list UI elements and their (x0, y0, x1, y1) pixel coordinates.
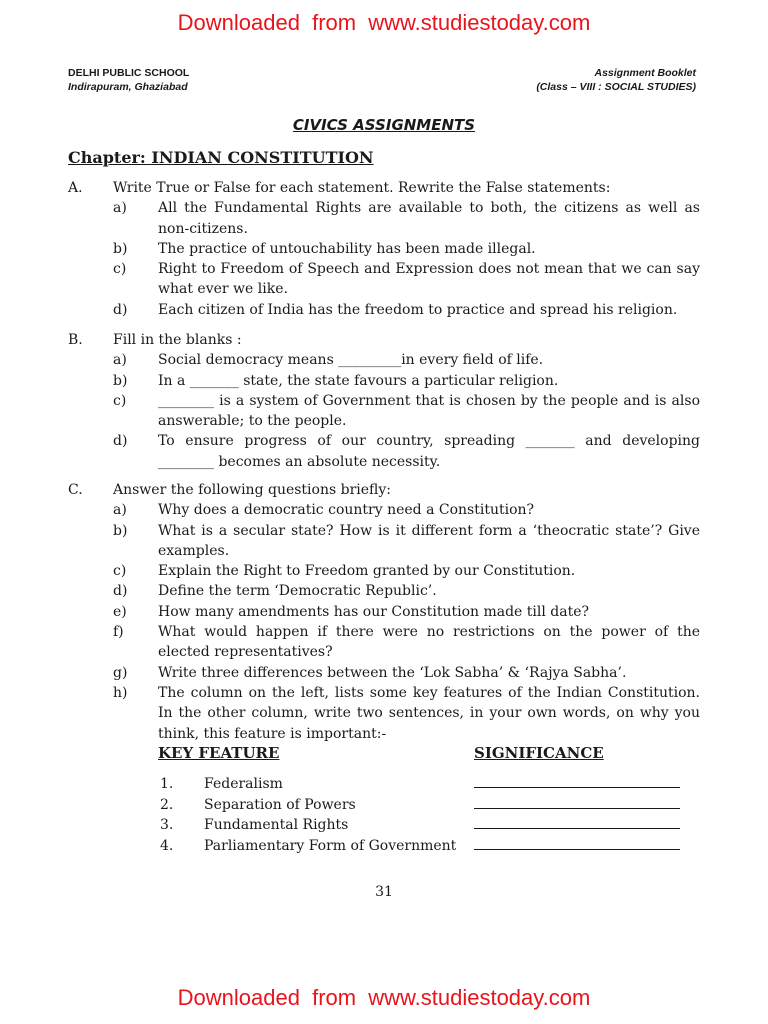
item-text: The column on the left, lists some key features of the Indian Constitution. In the other column, write two sentences, in your own words, on why you think, this feature is important:- (158, 684, 700, 742)
item-text: ________ is a system of Government that is chosen by the people and is also answerable; to the people. (158, 392, 700, 430)
section-heading: Answer the following questions briefly: (113, 482, 391, 498)
item-text: Each citizen of India has the freedom to practice and spread his religion. (158, 301, 678, 318)
key-feature-heading: KEY FEATURE (158, 744, 280, 762)
item-label: g) (113, 664, 128, 681)
item-label: c) (113, 261, 127, 278)
item-text: What is a secular state? How is it different form a ‘theocratic state’? Give examples. (158, 522, 700, 559)
row-feature: Separation of Powers (204, 797, 356, 813)
school-header (68, 66, 189, 94)
item-label: b) (113, 240, 128, 257)
answer-blank[interactable] (474, 836, 680, 850)
item-label: b) (113, 372, 128, 389)
table-row (160, 774, 680, 794)
section-heading: Fill in the blanks : (113, 332, 242, 348)
item-text: Explain the Right to Freedom granted by our Constitution. (158, 563, 576, 580)
answer-blank[interactable] (474, 815, 680, 829)
item-text: Write three differences between the ‘Lok Sabha’ & ‘Rajya Sabha’. (158, 664, 627, 681)
row-number: 4. (160, 838, 174, 854)
item-text: All the Fundamental Rights are available to both, the citizens as well as non-citizens. (158, 200, 700, 237)
row-number: 1. (160, 776, 174, 792)
booklet-name: Assignment Booklet (594, 67, 696, 79)
list-item (113, 300, 700, 320)
answer-blank[interactable] (474, 774, 680, 788)
download-banner-top: Downloaded from www.studiestoday.com (177, 10, 591, 35)
download-banner-bottom: Downloaded from www.studiestoday.com (177, 985, 591, 1010)
item-label: b) (113, 522, 128, 539)
list-item (113, 431, 700, 472)
item-text: Why does a democratic country need a Constitution? (158, 502, 535, 519)
list-item (113, 500, 700, 520)
list-item (113, 622, 700, 663)
item-label: e) (113, 603, 127, 620)
section-label: C. (68, 482, 83, 498)
item-text: What would happen if there were no restrictions on the power of the elected representatives? (158, 624, 700, 661)
item-text: To ensure progress of our country, spreading _______ and developing ________ becomes an absolute necessity. (158, 433, 700, 470)
item-label: d) (113, 433, 128, 450)
item-text: The practice of untouchability has been made illegal. (158, 240, 536, 257)
item-label: h) (113, 684, 128, 701)
section-label: A. (68, 180, 83, 196)
list-item (113, 561, 700, 581)
row-feature: Parliamentary Form of Government (204, 838, 457, 854)
page-title: CIVICS ASSIGNMENTS (292, 116, 476, 134)
list-item (113, 581, 700, 601)
item-label: a) (113, 200, 127, 217)
item-text: In a _______ state, the state favours a particular religion. (158, 372, 559, 389)
list-item (113, 259, 700, 300)
chapter-title: Chapter: INDIAN CONSTITUTION (68, 148, 374, 167)
item-label: c) (113, 392, 127, 409)
row-feature: Fundamental Rights (204, 817, 349, 833)
list-item (113, 521, 700, 562)
item-label: a) (113, 352, 127, 369)
list-item (113, 198, 700, 239)
item-text: Right to Freedom of Speech and Expression does not mean that we can say what ever we like. (158, 261, 700, 298)
list-item (113, 391, 700, 432)
class-subject: (Class – VIII : SOCIAL STUDIES) (536, 81, 696, 93)
booklet-header (536, 66, 696, 94)
school-name: DELHI PUBLIC SCHOOL (68, 67, 190, 79)
list-item (113, 602, 700, 622)
table-row (160, 815, 680, 835)
list-item (113, 683, 700, 744)
row-number: 3. (160, 817, 174, 833)
item-label: d) (113, 301, 128, 318)
item-text: Social democracy means _________in every field of life. (158, 352, 544, 369)
item-label: c) (113, 563, 127, 580)
item-text: How many amendments has our Constitution made till date? (158, 603, 590, 620)
list-item (113, 350, 700, 370)
school-location: Indirapuram, Ghaziabad (68, 81, 188, 93)
table-row (160, 836, 680, 856)
page-number: 31 (375, 884, 393, 900)
answer-blank[interactable] (474, 795, 680, 809)
section-heading: Write True or False for each statement. Rewrite the False statements: (113, 180, 611, 196)
item-label: d) (113, 583, 128, 600)
table-row (160, 795, 680, 815)
row-number: 2. (160, 797, 174, 813)
list-item (113, 371, 700, 391)
section-a (68, 178, 700, 320)
list-item (113, 663, 700, 683)
section-c (68, 480, 700, 744)
item-label: f) (113, 624, 124, 641)
list-item (113, 239, 700, 259)
item-label: a) (113, 502, 127, 519)
row-feature: Federalism (204, 776, 283, 792)
section-b (68, 330, 700, 472)
section-label: B. (68, 332, 83, 348)
item-text: Define the term ‘Democratic Republic’. (158, 583, 437, 600)
significance-heading: SIGNIFICANCE (474, 744, 604, 762)
